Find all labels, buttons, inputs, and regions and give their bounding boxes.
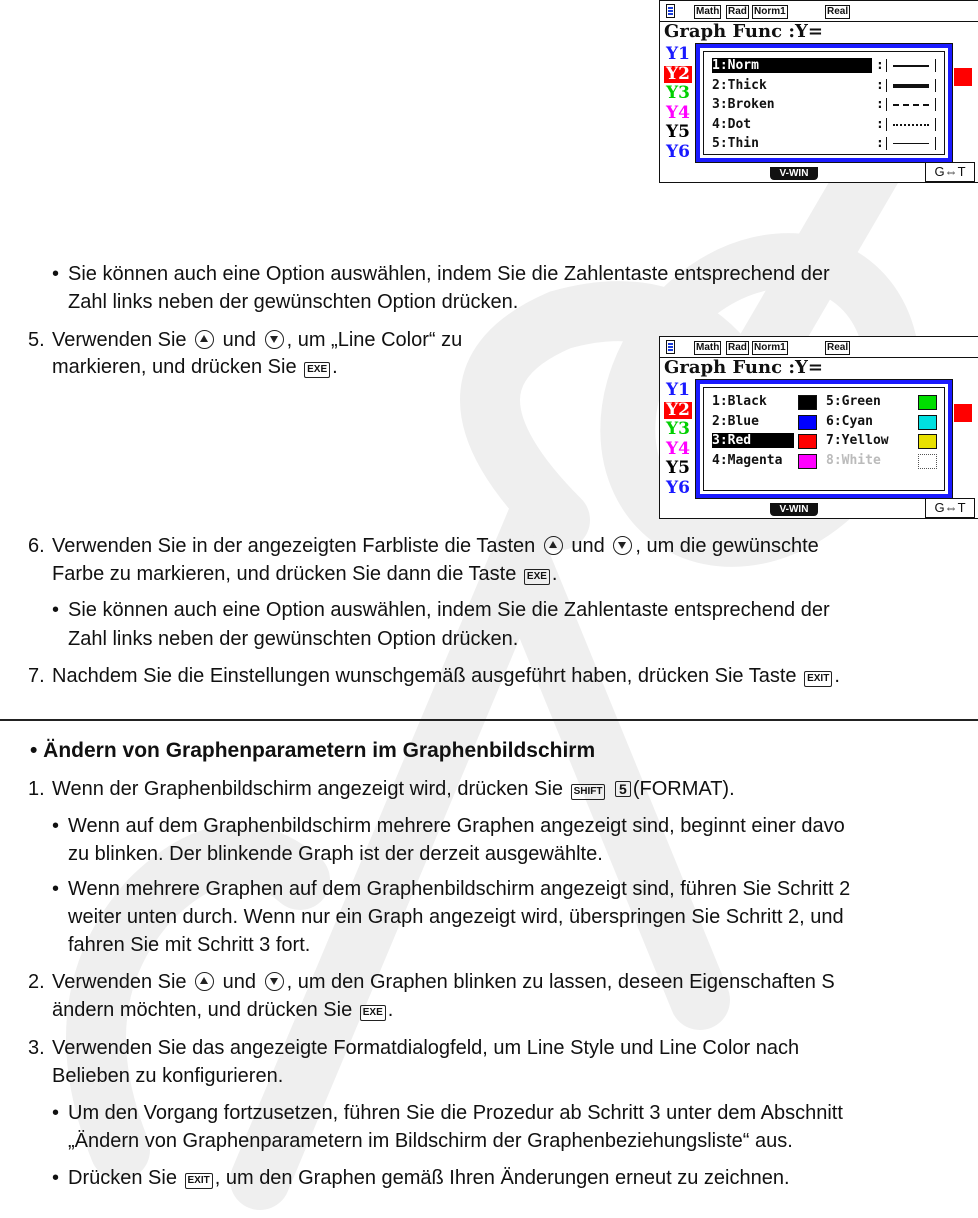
step-number: 3. [28,1037,45,1059]
text-line [28,534,819,558]
cursor-down-key-icon [265,972,284,991]
line-style-option[interactable]: 4:Dot [712,116,752,132]
status-math: Math [696,342,720,353]
g-t-function-key[interactable]: G⇔T [925,498,975,518]
text: . [387,999,394,1021]
text-line [52,262,830,286]
function-row-y1: Y1 [666,44,690,64]
text-line [52,814,845,838]
text: fahren Sie mit Schritt 3 fort. [68,934,311,956]
text: Wenn auf dem Graphenbildschirm mehrere Graphen angezeigt sind, beginnt einer davo [68,815,845,837]
text: „Ändern von Graphenparametern im Bildschirm der Graphenbeziehungsliste“ aus. [68,1130,793,1152]
shift-key-icon: SHIFT [571,784,606,800]
text-line [52,1166,790,1190]
watermark-stroke [260,560,700,1180]
text: . [551,563,558,585]
function-row-y4: Y4 [666,102,690,123]
graph-func-title: Graph Func :Y= [664,21,823,42]
exit-key-icon: EXIT [804,671,832,687]
function-row-y4: Y4 [666,438,690,459]
graph-func-title: Graph Func :Y= [664,357,823,378]
function-row-y1: Y1 [666,380,690,400]
status-rad: Rad [728,6,747,17]
dialog-inner [703,387,945,491]
bullet: • [52,878,60,900]
line-style-sample-thick [886,79,936,92]
text: , um die gewünschte [635,535,819,557]
text: (FORMAT). [632,778,735,800]
function-row-y2: Y2 [666,63,690,84]
status-math: Math [696,6,720,17]
line-style-sample-thin [886,137,936,150]
line-style-option[interactable]: 3:Broken [712,97,775,112]
section-divider [0,719,978,721]
text: Sie können auch eine Option auswählen, indem Sie die Zahlentaste entsprechend der [68,599,830,621]
text: Verwenden Sie [52,971,193,993]
text: weiter unten durch. Wenn nur ein Graph angezeigt wird, überspringen Sie Schritt 2, und [68,906,844,928]
function-row-y3: Y3 [666,83,690,103]
text-line [68,627,518,651]
text: Wenn der Graphenbildschirm angezeigt wird, drücken Sie [52,778,569,800]
text: Sie können auch eine Option auswählen, indem Sie die Zahlentaste entsprechend der [68,263,830,285]
function-row-y3: Y3 [666,419,690,439]
function-row-y6: Y6 [666,141,690,162]
cursor-down-key-icon [613,536,632,555]
selected-color-indicator [954,404,972,422]
step-number: 5. [28,329,45,351]
colon: : [876,58,884,73]
text: Wenn mehrere Graphen auf dem Graphenbildschirm angezeigt sind, führen Sie Schritt 2 [68,878,851,900]
exe-key-icon: EXE [360,1005,386,1021]
status-real: Real [827,342,849,353]
text-line [52,1064,283,1088]
color-swatch [798,395,817,410]
line-color-option: 8:White [826,452,881,468]
text: . [834,665,840,687]
text: Drücken Sie [68,1167,183,1189]
color-swatch [918,454,937,469]
exit-key-icon: EXIT [185,1173,213,1189]
bullet: • [52,1167,60,1189]
text [607,778,613,800]
calculator-screen-line-style [659,0,978,183]
text-line [68,842,603,866]
text: . [332,356,338,378]
text-line [28,664,840,688]
text: Farbe zu markieren, und drücken Sie dann die Taste [52,563,522,585]
text: zu blinken. Der blinkende Graph ist der derzeit ausgewählte. [68,843,603,865]
line-color-option[interactable]: 6:Cyan [826,413,873,429]
text: und [217,329,262,351]
text-line [28,328,463,352]
v-win-function-key[interactable]: V-WIN [770,503,818,516]
text-line [52,562,557,586]
colon: : [876,136,884,151]
line-color-option[interactable]: 2:Blue [712,413,759,429]
text: und [565,535,611,557]
status-norm: Norm1 [754,342,786,353]
text-line [68,290,518,314]
function-row-y5: Y5 [666,122,690,142]
exe-key-icon: EXE [304,362,330,378]
text-line [52,998,393,1022]
line-style-option[interactable]: 5:Thin [712,136,759,151]
color-swatch [798,415,817,430]
line-color-option[interactable]: 7:Yellow [826,433,889,448]
text: Verwenden Sie [52,329,193,351]
text: , um den Graphen gemäß Ihren Änderungen erneut zu zeichnen. [214,1167,790,1189]
step-number: 2. [28,971,45,993]
function-row-y6: Y6 [666,477,690,498]
dialog [696,380,952,498]
status-norm: Norm1 [754,6,786,17]
bullet: • [52,263,60,285]
section-heading: • Ändern von Graphenparametern im Graphenbildschirm [30,739,596,762]
color-swatch [918,434,937,449]
text: Verwenden Sie in der angezeigten Farbliste die Tasten [52,535,541,557]
step-number: 6. [28,535,45,557]
text: Um den Vorgang fortzusetzen, führen Sie die Prozedur ab Schritt 3 unter dem Abschnitt [68,1102,843,1124]
text: , um „Line Color“ zu [286,329,463,351]
status-real: Real [827,6,849,17]
5-key-icon: 5 [615,781,631,797]
color-swatch [918,395,937,410]
text-line [68,905,844,929]
dialog-inner [703,51,945,155]
dialog [696,44,952,162]
step-number: 1. [28,778,45,800]
line-style-sample-broken [886,98,936,111]
line-color-option[interactable]: 1:Black [712,394,767,409]
selected-color-indicator [954,68,972,86]
function-row-y2: Y2 [666,399,690,420]
bullet: • [52,1102,60,1124]
line-style-option[interactable]: 1:Norm [712,58,872,73]
text-line [68,1129,793,1153]
line-style-sample-norm [886,59,936,72]
colon: : [876,116,884,132]
text: markieren, und drücken Sie [52,356,303,378]
line-color-option[interactable]: 4:Magenta [712,452,783,468]
status-rad: Rad [728,342,747,353]
text-line [52,877,851,901]
text: Zahl links neben der gewünschten Option drücken. [68,291,519,313]
bullet: • [52,815,60,837]
cursor-up-key-icon [195,330,214,349]
text: , um den Graphen blinken zu lassen, deseen Eigenschaften S [286,971,835,993]
text-line [68,933,310,957]
text-line [52,355,338,379]
text: Zahl links neben der gewünschten Option drücken. [68,628,519,650]
text-line [28,970,835,994]
text-line [28,1036,800,1060]
colon: : [876,97,884,112]
color-swatch [798,434,817,449]
text: ändern möchten, und drücken Sie [52,999,358,1021]
battery-icon [666,4,675,18]
line-style-sample-dot [886,118,936,131]
cursor-up-key-icon [195,972,214,991]
v-win-function-key[interactable]: V-WIN [770,167,818,180]
text-line [28,777,735,801]
step-number: 7. [28,665,45,687]
g-t-function-key[interactable]: G⇔T [925,162,975,182]
battery-icon [666,340,675,354]
line-color-option[interactable]: 3:Red [712,433,794,448]
text-line [52,1101,843,1125]
calculator-screen-line-color [659,336,978,519]
line-color-option[interactable]: 5:Green [826,394,881,409]
text: und [217,971,262,993]
text-line [52,598,830,622]
text: Nachdem Sie die Einstellungen wunschgemäß ausgeführt haben, drücken Sie Taste [52,665,803,687]
bullet: • [52,599,60,621]
color-swatch [918,415,937,430]
exe-key-icon: EXE [524,569,550,585]
line-style-option[interactable]: 2:Thick [712,77,767,93]
text: Belieben zu konfigurieren. [52,1065,284,1087]
cursor-down-key-icon [265,330,284,349]
cursor-up-key-icon [544,536,563,555]
function-row-y5: Y5 [666,458,690,478]
color-swatch [798,454,817,469]
colon: : [876,77,884,93]
text: Verwenden Sie das angezeigte Formatdialogfeld, um Line Style und Line Color nach [52,1037,800,1059]
